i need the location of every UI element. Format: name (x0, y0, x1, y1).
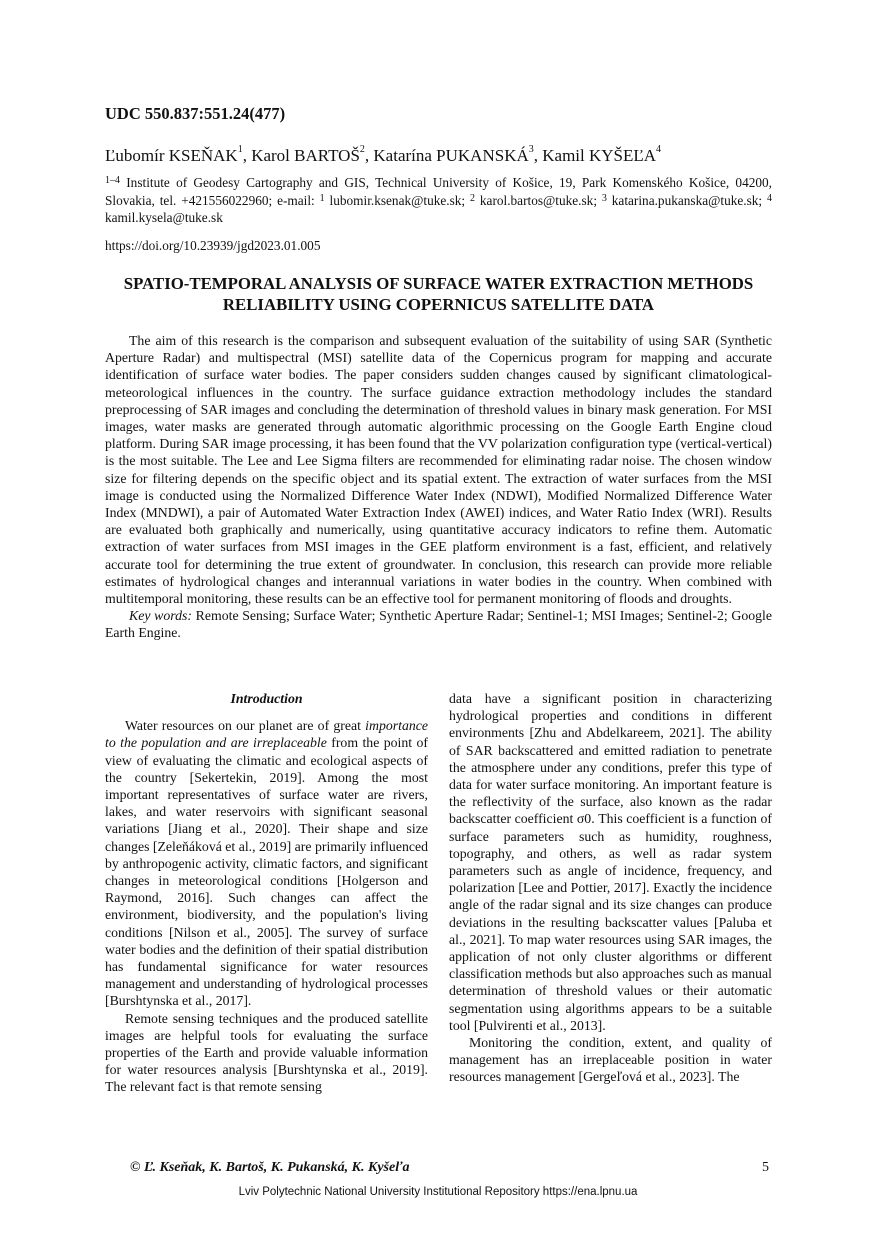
paragraph (105, 1010, 428, 1096)
paragraph: data have a significant position in characterizing hydrological properties and conditions in different environments [Zhu and Abdelkareem, 2021]. The ability of SAR backscattered and emitted radiation to penetrate the atmosphere under any conditions, prefer this type of data for water surface monitoring. An important feature is the reflectivity of the surface, also known as the radar backscatter coefficient σ0. This coefficient is a function of surface parameters such as humidity, roughness, topography, and others, as well as radar system parameters such as angle of incidence, frequency, and polarization [Lee and Pottier, 2017]. Exactly the incidence angle of the radar signal and its size changes can produce deviations in the resulting backscatter values [Paluba et al., 2021]. To map water resources using SAR images, the application of not only cluster algorithms or different classification methods but also approaches such as manual determination of threshold values or their automatic segmentation using algorithms appears to be a suitable tool [Pulvirenti et al., 2013]. (449, 691, 772, 1033)
email-link[interactable]: lubomir.ksenak@tuke.sk; (329, 192, 470, 208)
abstract (105, 332, 772, 642)
doi-link[interactable]: https://doi.org/10.23939/jgd2023.01.005 (105, 238, 321, 253)
footer-copyright: © Ľ. Kseňak, K. Bartoš, K. Pukanská, K. Kyšeľa (130, 1160, 410, 1175)
author: Kamil KYŠEĽA (542, 146, 657, 165)
email-sup: 1 (319, 192, 325, 204)
left-column (105, 690, 428, 1096)
paragraph: Monitoring the condition, extent, and quality of management has an irreplaceable position in water resources management [Gergeľová et al., 2023]. The (449, 1035, 772, 1085)
affiliation (105, 174, 772, 227)
affil-text: Institute of Geodesy Cartography and GIS, Technical University of Košice, 19, Park Komenského Košice, 04200, Slovakia, tel. +421556022960; e-mail: (105, 175, 772, 208)
email-sup: 3 (601, 192, 607, 204)
email-sup: 4 (767, 192, 773, 204)
italic-text: importance to the population and are irreplaceable (105, 718, 428, 751)
author-sup: 2 (359, 144, 365, 155)
email-link[interactable]: katarina.pukanska@tuke.sk; (611, 192, 768, 208)
author-sup: 1 (237, 144, 243, 155)
author-list: Ľubomír KSEŇAK$^1$, Karol BARTOŠ$^2$, Katarína PUKANSKÁ$^3$, Kamil KYŠEĽA$^4$ (105, 144, 662, 165)
paper-title: SPATIO-TEMPORAL ANALYSIS OF SURFACE WATER EXTRACTION METHODS RELIABILITY USING COPERNICUS SATELLITE DATA (123, 274, 754, 314)
affil-sup: 1–4 (105, 175, 120, 186)
text: Water resources on our planet are of great (125, 718, 366, 734)
abstract-text: The aim of this research is the comparison and subsequent evaluation of the suitability of using SAR (Synthetic Aperture Radar) and multispectral (MSI) satellite data of the Copernicus program for mapping and accurate identification of surface water bodies. The paper considers sudden changes caused by significant climatological-meteorological influences in the country. The surface guidance extraction methodology includes the standard preprocessing of SAR images and concluding the determination of threshold values in binary mask generation. For MSI images, water masks are generated through automatic algorithmic processing on the Google Earth Engine cloud platform. During SAR image processing, it has been found that the VV polarization configuration type (vertical-vertical) is the most suitable. The Lee and Lee Sigma filters are recommended for eliminating radar noise. The chosen window size for filtering depends on the specific object and its spatial extent. The extraction of water surfaces from the MSI image is conducted using the Normalized Difference Water Index (NDWI), Modified Normalized Difference Water Index (MNDWI), a pair of Automated Water Extraction Index (AWEI) indices, and Water Ratio Index (WRI). Results are evaluated both graphically and numerically, using quantitative accuracy indicators to refine them. Automatic extraction of water surfaces from MSI images in the GEE platform environment is a fast, efficient, and relatively accurate tool for determining the true extent of groundwater. In conclusion, this research can provide more reliable estimates of hydrological changes and interannual variations in water bodies in the country. When combined with multitemporal monitoring, these results can be an effective tool for permanent monitoring of floods and droughts. (105, 333, 772, 607)
author: Karol BARTOŠ (251, 146, 360, 165)
email-link[interactable]: karol.bartos@tuke.sk; (479, 192, 602, 208)
paragraph (105, 717, 428, 1009)
text: from the point of view of evaluating the climatic and ecological aspects of the country [Sekertekin, 2019]. Among the most important representatives of surface water are rivers, lakes, and water reservoirs with significant seasonal variations [Jiang et al., 2020]. Their shape and size changes [Zeleňáková et al., 2019] are primarily influenced by anthropogenic activity, climatic factors, and significant changes in meteorological conditions [Holgerson and Raymond, 2016]. Such changes can affect the environment, biodiversity, and the population's living conditions [Nilson et al., 2005]. The survey of surface water bodies and the definition of their spatial distribution has fundamental significance for water resources management and understanding of hydrological processes [Burshtynska et al., 2017]. (105, 735, 429, 1009)
page-number: 5 (762, 1160, 769, 1175)
keywords-label: Key words: (129, 608, 192, 624)
email-link[interactable]: kamil.kysela@tuke.sk (105, 210, 223, 225)
author: Ľubomír KSEŇAK (105, 146, 238, 165)
udc-code: UDC 550.837:551.24(477) (105, 104, 286, 123)
text: Remote sensing techniques and the produced satellite images are helpful tools for evaluating the surface properties of the Earth and provide valuable information for water resources analysis [Burshtynska et al., 2019]. The relevant fact is that remote sensing (105, 1010, 428, 1095)
repository-footer: Lviv Polytechnic National University Institutional Repository https://ena.lpnu.ua (238, 1186, 638, 1198)
keywords (105, 607, 772, 641)
author: Katarína PUKANSKÁ (373, 146, 529, 165)
keywords-text: Remote Sensing; Surface Water; Synthetic Aperture Radar; Sentinel-1; MSI Images; Sentinel-2; Google Earth Engine. (105, 608, 772, 641)
author-sup: 3 (528, 144, 534, 155)
section-heading: Introduction (230, 691, 303, 706)
author-sup: 4 (656, 144, 662, 155)
email-sup: 2 (470, 192, 475, 204)
right-column (449, 690, 772, 1086)
